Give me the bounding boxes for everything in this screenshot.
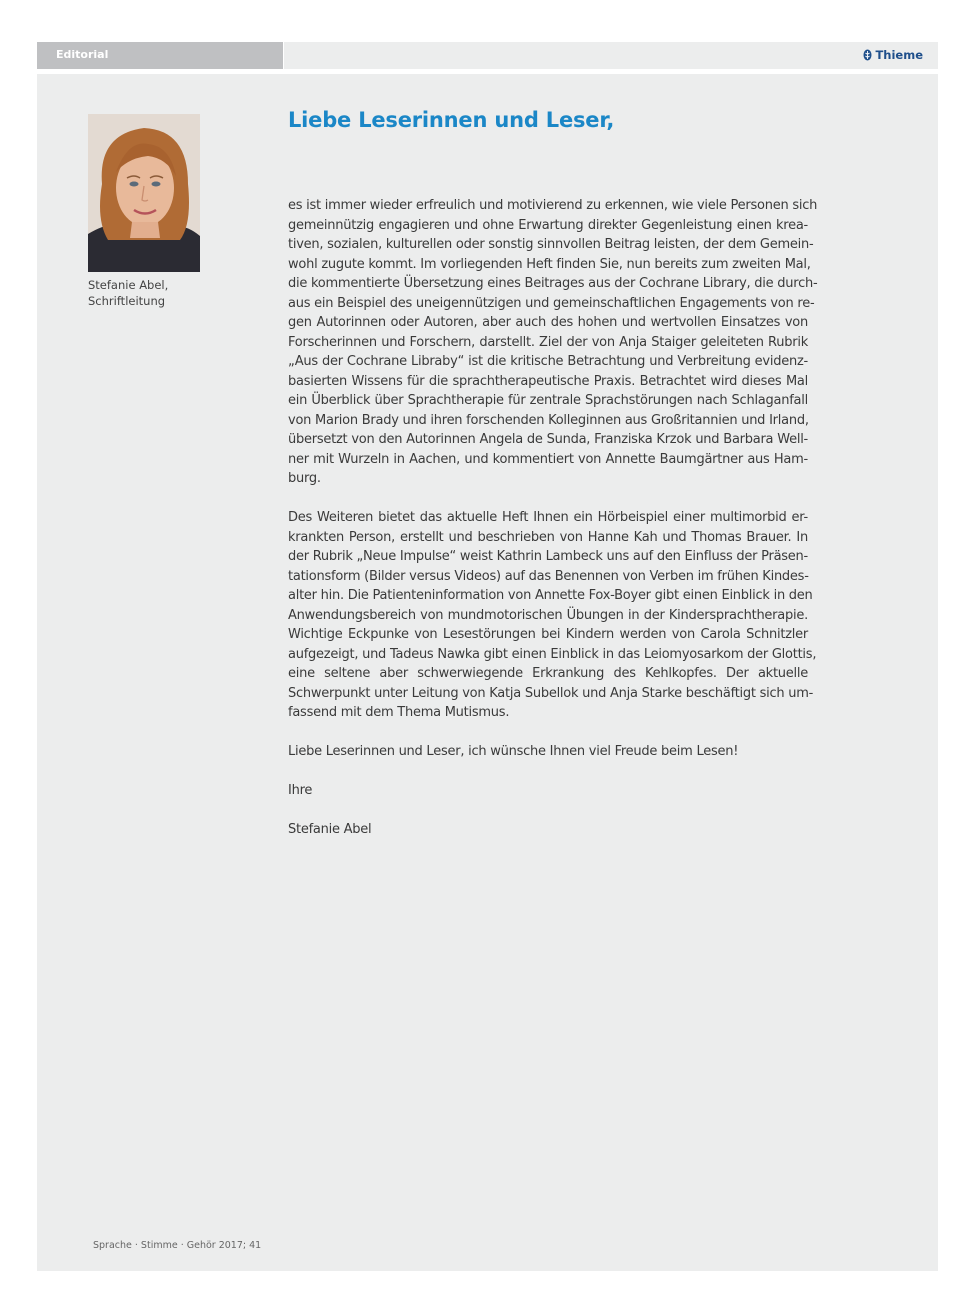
text-line: burg. <box>288 471 321 486</box>
text-line: Anwendungsbereich von mundmotorischen Übungen in der Kindersprachtherapie. <box>288 607 808 623</box>
text-line: übersetzt von den Autorinnen Angela de Sunda, Franziska Krzok und Barbara Well- <box>288 432 808 447</box>
text-line: ner mit Wurzeln in Aachen, und kommentiert von Annette Baumgärtner aus Ham- <box>288 451 808 467</box>
text-line: Forscherinnen und Forschern, darstellt. Ziel der von Anja Staiger geleiteten Rubrik <box>288 334 808 350</box>
text-line: wohl zugute kommt. Im vorliegenden Heft finden Sie, nun bereits zum zweiten Mal, <box>288 256 811 272</box>
text-line: die kommentierte Übersetzung eines Beitrages aus der Cochrane Library, die durch- <box>288 276 818 291</box>
text-line: „Aus der Cochrane Libraby“ ist die kritische Betrachtung und Verbreitung evidenz- <box>288 354 808 369</box>
text-line: von Marion Brady und ihren forschenden Kolleginnen aus Großritannien und Irland, <box>288 412 809 428</box>
text-line: basierten Wissens für die sprachtherapeutische Praxis. Betrachtet wird dieses Mal <box>288 373 808 389</box>
text-line: es ist immer wieder erfreulich und motivierend zu erkennen, wie viele Personen sich <box>288 198 818 213</box>
text-line: krankten Person, erstellt und beschrieben von Hanne Kah und Thomas Brauer. In <box>288 529 808 545</box>
text-line: aufgezeigt, und Tadeus Nawka gibt einen Einblick in das Leiomyosarkom der Glottis, <box>288 646 817 662</box>
author-name: Stefanie Abel, <box>88 278 169 292</box>
text-line: aus ein Beispiel des uneigennützigen und gemeinschaftlichen Engagements von re- <box>288 295 815 311</box>
signature: Stefanie Abel <box>288 822 372 837</box>
text-line: alter hin. Die Patienteninformation von Annette Fox-Boyer gibt einen Einblick in den <box>288 588 813 603</box>
salutation: Ihre <box>288 783 313 798</box>
portrait-image <box>88 114 200 272</box>
text-line: tationsform (Bilder versus Videos) auf das Benennen von Verben im frühen Kindes- <box>288 568 809 584</box>
brand-header-bar <box>284 42 938 69</box>
text-line: fassend mit dem Thema Mutismus. <box>288 705 510 720</box>
section-header-bar <box>37 42 283 69</box>
publisher-logo <box>863 48 923 62</box>
text-line: Des Weiteren bietet das aktuelle Heft Ihnen ein Hörbeispiel einer multimorbid er- <box>288 510 808 525</box>
text-line: Wichtige Eckpunke von Lesestörungen bei Kindern werden von Carola Schnitzler <box>288 627 808 642</box>
author-photo <box>88 114 200 272</box>
brand-name: Thieme <box>875 48 923 62</box>
editorial-body <box>288 196 818 859</box>
author-caption <box>88 277 228 309</box>
paragraph-2 <box>288 508 817 723</box>
editorial-title: Liebe Leserinnen und Leser, <box>288 108 615 132</box>
closing-line: Liebe Leserinnen und Leser, ich wünsche Ihnen viel Freude beim Lesen! <box>288 744 739 759</box>
text-line: der Rubrik „Neue Impulse“ weist Kathrin Lambeck uns auf den Einfluss der Präsen- <box>288 549 808 564</box>
text-line: eine seltene aber schwerwiegende Erkrankung des Kehlkopfes. Der aktuelle <box>288 666 808 681</box>
citation-footer: Sprache · Stimme · Gehör 2017; 41 <box>93 1240 262 1251</box>
text-line: gen Autorinnen oder Autoren, aber auch des hohen und wertvollen Einsatzes von <box>288 315 808 330</box>
text-line: gemeinnützig engagieren und ohne Erwartung direkter Gegenleistung einen krea- <box>288 217 808 233</box>
section-label: Editorial <box>56 48 109 61</box>
text-line: Schwerpunkt unter Leitung von Katja Subellok und Anja Starke beschäftigt sich um- <box>288 685 814 701</box>
author-role: Schriftleitung <box>88 294 166 308</box>
paragraph-1 <box>288 196 818 489</box>
text-line: ein Überblick über Sprachtherapie für zentrale Sprachstörungen nach Schlaganfall <box>288 393 808 408</box>
text-line: tiven, sozialen, kulturellen oder sonstig sinnvollen Beitrag leisten, der dem Gemein- <box>288 237 814 252</box>
thieme-emblem-icon <box>863 49 872 61</box>
